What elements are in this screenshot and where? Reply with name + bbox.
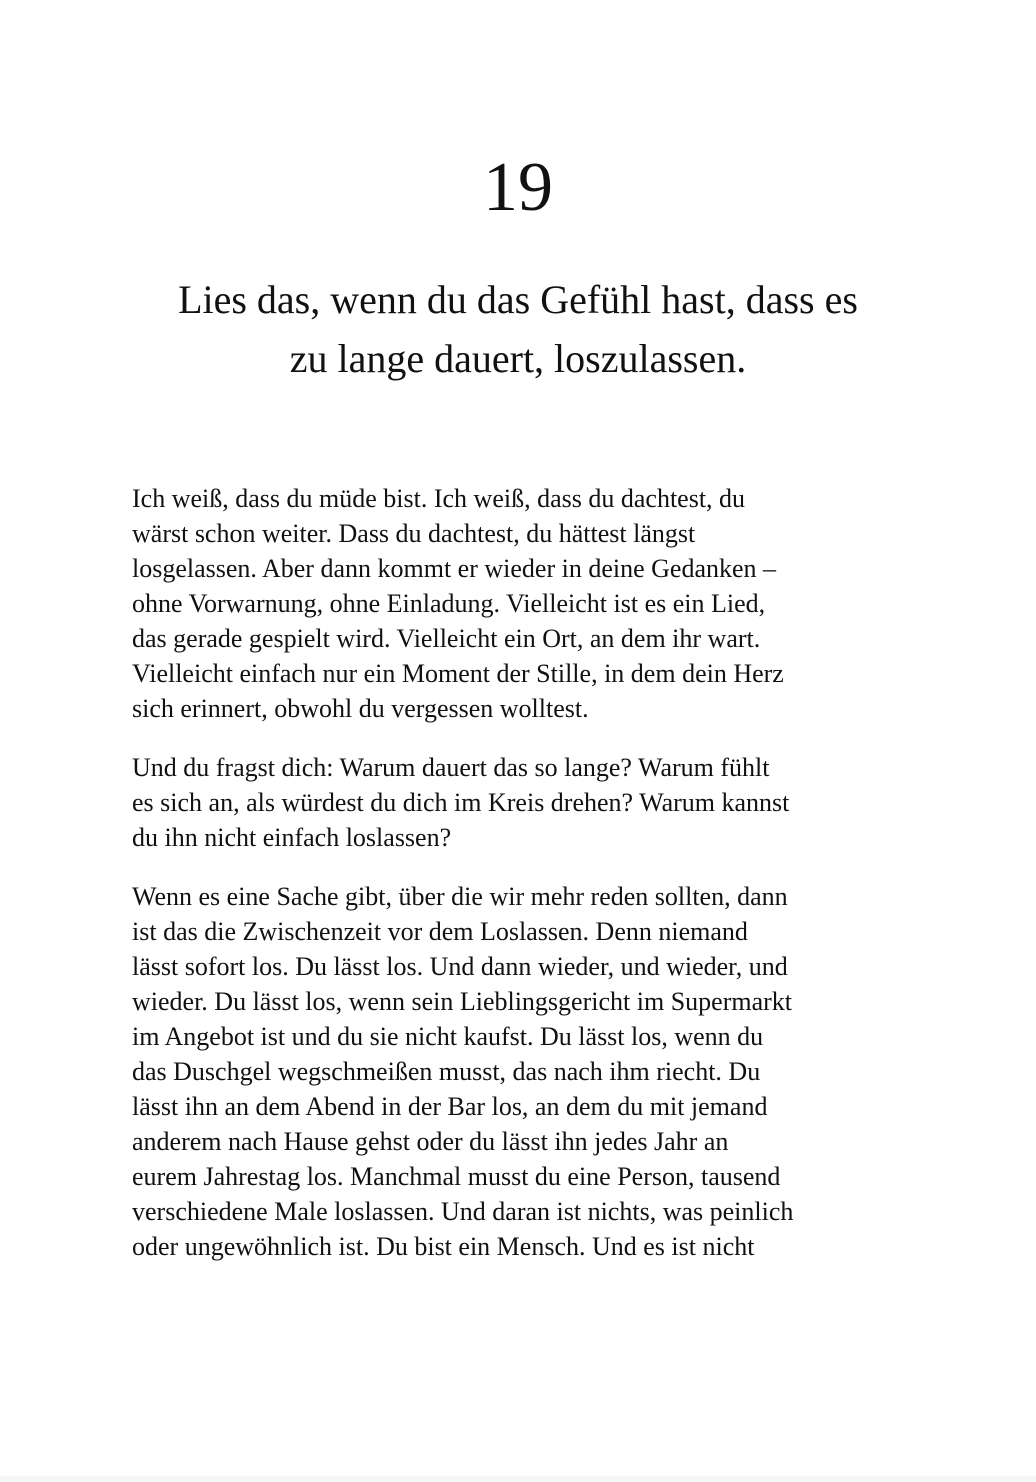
text-line: oder ungewöhnlich ist. Du bist ein Mensch. Und es ist nicht [132, 1232, 755, 1261]
chapter-title-line: Lies das, wenn du das Gefühl hast, dass es [178, 277, 858, 322]
text-line: ohne Vorwarnung, ohne Einladung. Vielleicht ist es ein Lied, [132, 589, 766, 618]
paragraph [132, 879, 907, 1264]
text-line: Und du fragst dich: Warum dauert das so lange? Warum fühlt [132, 753, 770, 782]
chapter-title [118, 270, 918, 388]
text-line: wärst schon weiter. Dass du dachtest, du hättest längst [132, 519, 696, 548]
text-line: ist das die Zwischenzeit vor dem Loslassen. Denn niemand [132, 917, 748, 946]
page-bottom-edge [0, 1476, 1036, 1482]
text-line: anderem nach Hause gehst oder du lässt ihn jedes Jahr an [132, 1127, 729, 1156]
text-line: Wenn es eine Sache gibt, über die wir mehr reden sollten, dann [132, 882, 788, 911]
text-line: losgelassen. Aber dann kommt er wieder in deine Gedanken – [132, 554, 777, 583]
text-line: lässt ihn an dem Abend in der Bar los, an dem du mit jemand [132, 1092, 768, 1121]
chapter-body [132, 481, 907, 1288]
text-line: das gerade gespielt wird. Vielleicht ein Ort, an dem ihr wart. [132, 624, 761, 653]
text-line: Vielleicht einfach nur ein Moment der Stille, in dem dein Herz [132, 659, 784, 688]
text-line: Ich weiß, dass du müde bist. Ich weiß, dass du dachtest, du [132, 484, 746, 513]
text-line: du ihn nicht einfach loslassen? [132, 823, 452, 852]
text-line: es sich an, als würdest du dich im Kreis drehen? Warum kannst [132, 788, 790, 817]
chapter-title-line: zu lange dauert, loszulassen. [289, 336, 747, 381]
chapter-number: 19 [483, 149, 553, 226]
paragraph [132, 481, 907, 726]
text-line: sich erinnert, obwohl du vergessen wolltest. [132, 694, 589, 723]
text-line: lässt sofort los. Du lässt los. Und dann wieder, und wieder, und [132, 952, 788, 981]
text-line: im Angebot ist und du sie nicht kaufst. Du lässt los, wenn du [132, 1022, 764, 1051]
paragraph [132, 750, 907, 855]
text-line: eurem Jahrestag los. Manchmal musst du eine Person, tausend [132, 1162, 781, 1191]
text-line: wieder. Du lässt los, wenn sein Lieblingsgericht im Supermarkt [132, 987, 792, 1016]
text-line: verschiedene Male loslassen. Und daran ist nichts, was peinlich [132, 1197, 794, 1226]
text-line: das Duschgel wegschmeißen musst, das nach ihm riecht. Du [132, 1057, 761, 1086]
